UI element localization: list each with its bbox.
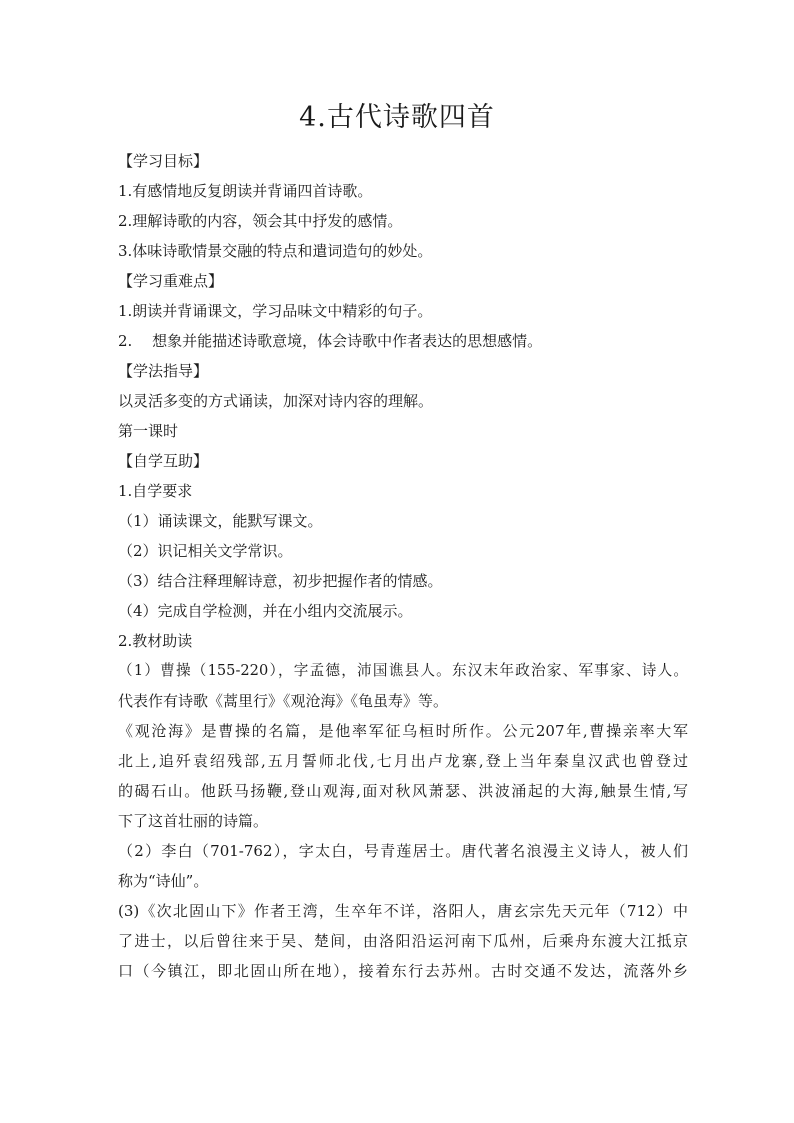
text-line: 的碣石山。他跃马扬鞭,登山观海,面对秋风萧瑟、洪波涌起的大海,触景生情,写: [118, 782, 688, 800]
section-heading-objectives: 【学习目标】: [118, 152, 209, 170]
text-line: 3.体味诗歌情景交融的特点和遣词造句的妙处。: [118, 242, 433, 260]
text-line: （3）结合注释理解诗意，初步把握作者的情感。: [118, 572, 443, 590]
section-heading-key-points: 【学习重难点】: [118, 272, 224, 290]
text-line: （1）曹操（155-220），字孟德，沛国谯县人。东汉末年政治家、军事家、诗人。: [118, 662, 688, 679]
text-line: 北上,追歼袁绍残部,五月誓师北伐,七月出卢龙寨,登上当年秦皇汉武也曾登过: [118, 752, 688, 770]
text-line: 以灵活多变的方式诵读，加深对诗内容的理解。: [118, 392, 434, 410]
text-line: 口（今镇江，即北固山所在地），接着东行去苏州。古时交通不发达，流落外乡: [118, 962, 688, 980]
text-line: 2. 想象并能描述诗歌意境，体会诗歌中作者表达的思想感情。: [118, 332, 543, 350]
lesson-label: 第一课时: [118, 422, 179, 440]
page-title: 4.古代诗歌四首: [299, 102, 495, 133]
text-line: 下了这首壮丽的诗篇。: [118, 812, 269, 830]
text-line: 1.自学要求: [118, 482, 193, 500]
text-line: 2.教材助读: [118, 632, 193, 650]
text-line: （2）李白（701-762），字太白，号青莲居士。唐代著名浪漫主义诗人，被人们: [118, 842, 688, 860]
text-line: 1.有感情地反复朗读并背诵四首诗歌。: [118, 182, 373, 200]
text-line: 代表作有诗歌《蒿里行》《观沧海》《龟虽寿》等。: [118, 692, 449, 710]
text-line: （2）识记相关文学常识。: [118, 542, 293, 560]
text-line: 称为“诗仙”。: [118, 872, 209, 890]
text-line: 《观沧海》是曹操的名篇，是他率军征乌桓时所作。公元207年,曹操亲率大军: [118, 722, 688, 740]
text-line: （1）诵读课文，能默写课文。: [118, 512, 323, 530]
text-line: 2.理解诗歌的内容，领会其中抒发的感情。: [118, 212, 403, 230]
text-line: 1.朗读并背诵课文，学习品味文中精彩的句子。: [118, 302, 433, 320]
text-line: (3)《次北固山下》作者王湾，生卒年不详，洛阳人，唐玄宗先天元年（712）中: [118, 902, 688, 920]
text-line: （4）完成自学检测，并在小组内交流展示。: [118, 602, 413, 620]
text-line: 了进士，以后曾往来于吴、楚间，由洛阳沿运河南下瓜州，后乘舟东渡大江抵京: [118, 932, 688, 950]
section-heading-method: 【学法指导】: [118, 362, 209, 380]
section-heading-self-study: 【自学互助】: [118, 452, 209, 470]
body-text: [118, 146, 688, 986]
